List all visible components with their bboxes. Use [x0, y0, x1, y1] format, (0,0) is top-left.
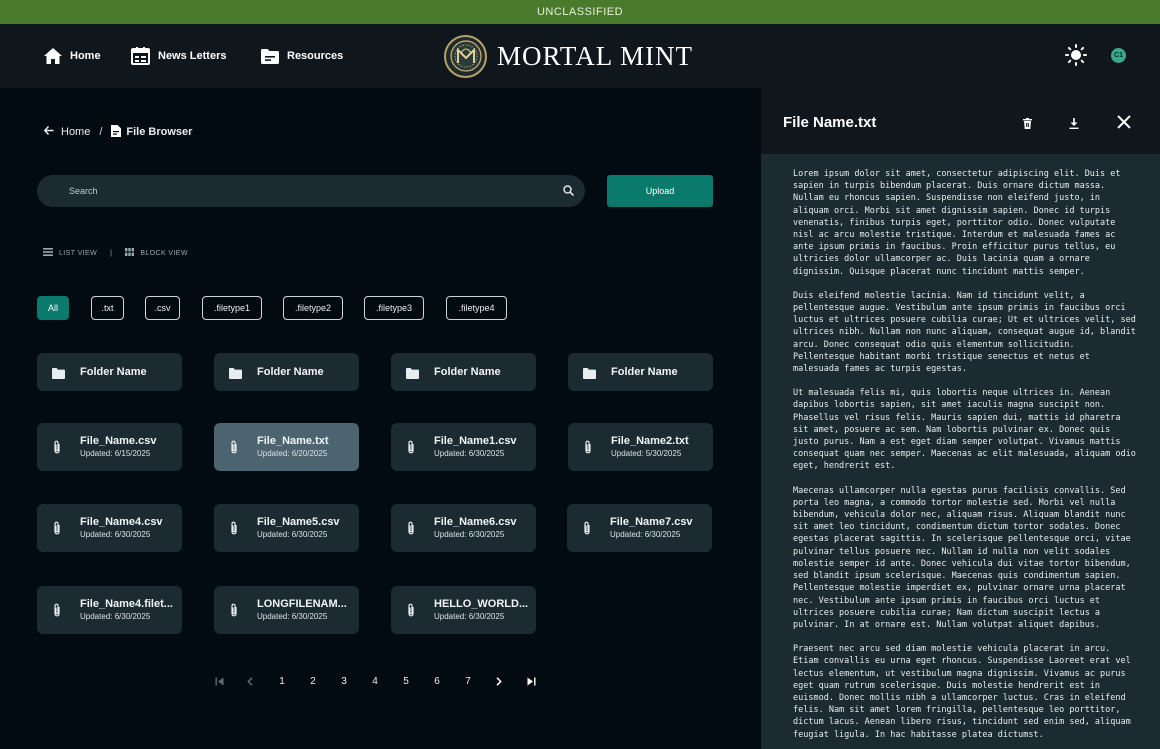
- folder-icon: [229, 366, 242, 384]
- file-name: File_Name.csv: [80, 435, 157, 447]
- filter-chip-filetype4[interactable]: .filetype4: [446, 296, 507, 320]
- file-updated: Updated: 6/30/2025: [257, 530, 328, 539]
- folder-name: Folder Name: [434, 366, 501, 378]
- file-name: File_Name.txt: [257, 435, 329, 447]
- classification-banner: UNCLASSIFIED: [0, 0, 1160, 24]
- mortal-mint-logo: [444, 35, 487, 78]
- document-icon: [111, 125, 121, 140]
- upload-button[interactable]: Upload: [607, 175, 713, 207]
- file-updated: Updated: 6/30/2025: [257, 612, 328, 621]
- breadcrumb-home-link[interactable]: [44, 126, 90, 138]
- file-card[interactable]: [214, 504, 359, 552]
- file-card[interactable]: [391, 423, 536, 471]
- preview-content: [793, 168, 1137, 749]
- file-updated: Updated: 6/20/2025: [257, 449, 328, 458]
- page-1[interactable]: 1: [279, 675, 285, 687]
- download-icon[interactable]: [1069, 116, 1079, 134]
- file-card[interactable]: [391, 586, 536, 634]
- view-separator: |: [110, 249, 113, 257]
- folder-icon: [406, 366, 419, 384]
- file-name: File_Name7.csv: [610, 516, 693, 528]
- file-updated: Updated: 6/30/2025: [610, 530, 681, 539]
- preview-paragraph: Maecenas ullamcorper nulla egestas purus facilisis convallis. Sed porta leo magna, a commodo tortor molestie sed. Morbi vel nulla bibendum, vehicula dolor nec, aliquam risus. Aliquam blandit nunc sit amet leo tincidunt, condimentum dictum tortor sodales. Donec egestas placerat sagittis. In scelerisque pellentesque orci, vitae pulvinar tellus posuere nec. Nullam id nulla non velit sodales molestie semper id ante. Donec vehicula dui vitae tortor bibendum, sed blandit ipsum scelerisque. Maecenas quis condimentum sapien. Pellentesque molestie imperdiet ex, pulvinar ornare urna placerat nec. Vestibulum ante ipsum primis in faucibus orci luctus et ultrices posuere cubilia curae; Nam dictum suscipit lectus a pulvinar. In at ornare est. Nullam volutpat aliquet dapibus.: [793, 485, 1131, 630]
- prev-page-icon: [243, 674, 257, 688]
- list-icon: [43, 248, 53, 258]
- theme-toggle-button[interactable]: [1065, 44, 1087, 66]
- filter-chip-filetype2[interactable]: .filetype2: [283, 296, 343, 320]
- file-card[interactable]: [391, 504, 536, 552]
- file-name: File_Name4.csv: [80, 516, 163, 528]
- file-card[interactable]: [37, 586, 182, 634]
- preview-paragraph: Ut malesuada felis mi, quis lobortis neque ultrices in. Aenean dapibus lobortis sapien, sit amet iaculis magna suscipit non. Phasellus vel risus felis. Mauris sapien dui, mattis id pharetra sit amet, posuere ac sem. Nam lobortis pulvinar ex. Donec quis justo purus. Nam a est eget diam semper volutpat. Vivamus mattis consequat quam nec semper. Maecenas ac elit malesuada, aliquam odio eget, hendrerit est.: [793, 388, 1136, 472]
- breadcrumb-current: [111, 125, 192, 140]
- file-updated: Updated: 6/30/2025: [80, 612, 151, 621]
- page-6[interactable]: 6: [434, 675, 440, 687]
- sun-icon: [1065, 53, 1087, 70]
- preview-paragraph: Duis eleifend molestie lacinia. Nam id tincidunt velit, a pellentesque augue. Vestibulum ante ipsum primis in faucibus orci luctus et ultrices posuere cubilia curae; Ut et ultrices velit, sed ultrices nibh. Nullam non nunc aliquam, consequat augue id, blandit arcu. Donec consequat odio quis elementum sollicitudin. Pellentesque habitant morbi tristique senectus et netus et malesuada fames ac turpis egestas.: [793, 290, 1136, 375]
- nav-newsletters[interactable]: [131, 24, 226, 88]
- file-name: File_Name4.filet...: [80, 598, 173, 610]
- file-name: File_Name2.txt: [611, 435, 689, 447]
- nav-newsletters-label: News Letters: [158, 50, 227, 62]
- trash-icon[interactable]: [1023, 116, 1032, 134]
- home-icon: [44, 48, 62, 64]
- filter-chip-all[interactable]: All: [37, 296, 69, 320]
- paperclip-icon: [230, 603, 238, 622]
- preview-header: [761, 88, 1160, 154]
- file-updated: Updated: 6/30/2025: [434, 449, 505, 458]
- paperclip-icon: [230, 521, 238, 540]
- folder-icon: [52, 366, 65, 384]
- file-name: File_Name5.csv: [257, 516, 340, 528]
- filter-chip-csv[interactable]: .csv: [145, 296, 180, 320]
- list-view-label: LIST VIEW: [59, 249, 98, 257]
- brand[interactable]: [444, 34, 693, 78]
- file-name: HELLO_WORLD...: [434, 598, 529, 610]
- breadcrumb: [44, 124, 192, 140]
- list-view-button[interactable]: [43, 248, 97, 258]
- next-page-icon[interactable]: [492, 674, 506, 688]
- pagination: [0, 674, 761, 688]
- file-name: File_Name6.csv: [434, 516, 517, 528]
- file-name: File_Name1.csv: [434, 435, 517, 447]
- arrow-left-icon: [44, 126, 54, 138]
- file-card-selected[interactable]: [214, 423, 359, 471]
- block-view-label: BLOCK VIEW: [140, 249, 188, 257]
- folder-icon: [261, 49, 279, 64]
- view-toggle: [43, 247, 188, 259]
- user-avatar[interactable]: C1: [1111, 48, 1126, 63]
- nav-home-label: Home: [70, 50, 101, 62]
- close-icon[interactable]: [1117, 115, 1131, 134]
- nav-home[interactable]: [44, 24, 101, 88]
- folder-card[interactable]: [568, 353, 713, 391]
- file-card[interactable]: [567, 504, 712, 552]
- filter-chip-txt[interactable]: .txt: [91, 296, 124, 320]
- page-7[interactable]: 7: [465, 675, 471, 687]
- folder-card[interactable]: [391, 353, 536, 391]
- paperclip-icon: [53, 440, 61, 459]
- folder-name: Folder Name: [257, 366, 324, 378]
- paperclip-icon: [584, 440, 592, 459]
- page-3[interactable]: 3: [341, 675, 347, 687]
- folder-name: Folder Name: [80, 366, 147, 378]
- file-updated: Updated: 6/30/2025: [434, 612, 505, 621]
- preview-paragraph: Praesent nec arcu sed diam molestie vehicula placerat in arcu. Etiam convallis eu urna eget rhoncus. Suspendisse Laoreet erat vel lectus elementum, ut vestibulum magna dignissim. Vivamus ac purus eget quam rutrum scelerisque. Duis molestie hendrerit est in euismod. Donec mollis nibh a ullamcorper luctus. Cras in eleifend felis. Nam sit amet lorem fringilla, pellentesque leo porttitor, dictum lacus. Aenean libero risus, tincidunt sed enim sed, aliquam feugiat ligula. In hac habitasse platea dictumst.: [793, 644, 1131, 740]
- preview-paragraph: Lorem ipsum dolor sit amet, consectetur adipiscing elit. Duis et sapien in turpis bibendum placerat. Duis ornare dictum massa. Nullam eu rhoncus sapien. Suspendisse non eleifend justo, in aliquam orci. Morbi sit amet dignissim sapien. Donec id turpis venenatis, finibus turpis eget, porttitor odio. Donec vulputate nisl ac arcu molestie tristique. Interdum et malesuada fames ac ante ipsum primis in faucibus. Proin efficitur purus tellus, eu ultricies dolor ullamcorper ac. Duis lacinia quam a ornare dignissim. Quisque placerat nunc tincidunt mattis semper.: [793, 169, 1121, 277]
- folder-card[interactable]: [37, 353, 182, 391]
- file-card[interactable]: [37, 423, 182, 471]
- filter-chip-filetype3[interactable]: .filetype3: [364, 296, 424, 320]
- breadcrumb-home-label: Home: [61, 126, 91, 138]
- paperclip-icon: [583, 521, 591, 540]
- file-updated: Updated: 6/15/2025: [80, 449, 151, 458]
- first-page-icon: [212, 674, 226, 688]
- file-preview-panel: [761, 88, 1160, 749]
- paperclip-icon: [230, 440, 238, 459]
- paperclip-icon: [53, 521, 61, 540]
- breadcrumb-current-label: File Browser: [126, 126, 193, 138]
- folder-card[interactable]: [214, 353, 359, 391]
- search-icon[interactable]: [563, 185, 574, 198]
- nav-resources-label: Resources: [287, 50, 344, 62]
- file-updated: Updated: 6/30/2025: [434, 530, 505, 539]
- file-name: LONGFILENAM...: [257, 598, 347, 610]
- breadcrumb-separator: /: [99, 126, 103, 138]
- file-card[interactable]: [214, 586, 359, 634]
- filter-chip-filetype1[interactable]: .filetype1: [202, 296, 262, 320]
- search-placeholder: Search: [69, 186, 98, 196]
- calendar-icon: [131, 47, 150, 65]
- block-view-button[interactable]: [125, 248, 188, 258]
- paperclip-icon: [407, 521, 415, 540]
- folder-icon: [583, 366, 596, 384]
- paperclip-icon: [407, 603, 415, 622]
- file-card[interactable]: [568, 423, 713, 471]
- page-4[interactable]: 4: [372, 675, 378, 687]
- search-input[interactable]: [37, 175, 585, 207]
- page-5[interactable]: 5: [403, 675, 409, 687]
- file-updated: Updated: 6/30/2025: [80, 530, 151, 539]
- file-card[interactable]: [37, 504, 182, 552]
- last-page-icon[interactable]: [524, 674, 538, 688]
- grid-icon: [125, 248, 134, 258]
- preview-title: File Name.txt: [783, 114, 877, 131]
- paperclip-icon: [407, 440, 415, 459]
- brand-name: MORTAL MINT: [497, 40, 693, 71]
- paperclip-icon: [53, 603, 61, 622]
- file-updated: Updated: 5/30/2025: [611, 449, 682, 458]
- top-navigation: [0, 24, 1160, 88]
- folder-name: Folder Name: [611, 366, 678, 378]
- nav-resources[interactable]: [261, 24, 343, 88]
- page-2[interactable]: 2: [310, 675, 316, 687]
